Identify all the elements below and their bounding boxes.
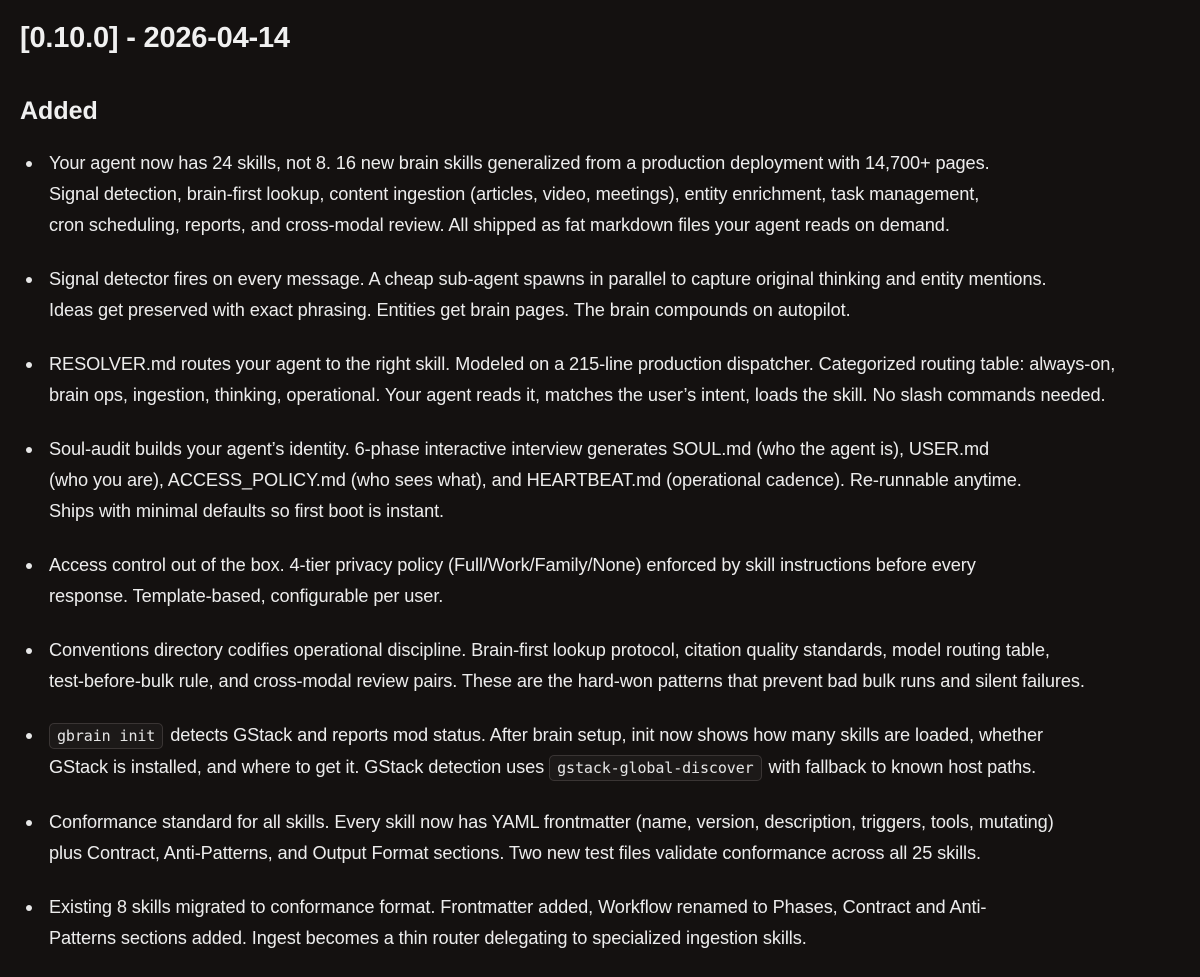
item-text-line: Signal detector fires on every message. A cheap sub-agent spawns in parallel to capture original thinking and entity mentions. (49, 269, 1047, 289)
release-version-heading: [0.10.0] - 2026-04-14 (20, 22, 290, 54)
item-text-segment: GStack is installed, and where to get it. GStack detection uses (49, 757, 550, 777)
item-text-line: Ships with minimal defaults so first boot is instant. (49, 501, 444, 521)
bullet-icon (26, 161, 32, 167)
item-text-line: Signal detection, brain-first lookup, content ingestion (articles, video, meetings), entity enrichment, task management, (49, 184, 980, 204)
item-text-line: cron scheduling, reports, and cross-modal review. All shipped as fat markdown files your agent reads on demand. (49, 215, 950, 235)
item-text-line: Patterns sections added. Ingest becomes a thin router delegating to specialized ingestion skills. (49, 928, 807, 948)
item-text-line: test-before-bulk rule, and cross-modal review pairs. These are the hard-won patterns that prevent bad bulk runs and silent failures. (49, 671, 1085, 691)
list-item (20, 720, 1195, 784)
inline-code-gbrain-init: gbrain init (49, 723, 163, 749)
item-text-line: Conventions directory codifies operational discipline. Brain-first lookup protocol, citation quality standards, model routing table, (49, 640, 1050, 660)
section-heading-added: Added (20, 97, 98, 125)
item-text-line (49, 752, 1195, 784)
item-text-line: response. Template-based, configurable per user. (49, 586, 444, 606)
bullet-icon (26, 447, 32, 453)
bullet-icon (26, 733, 32, 739)
item-text-line: (who you are), ACCESS_POLICY.md (who sees what), and HEARTBEAT.md (operational cadence). Re-runnable anytime. (49, 470, 1022, 490)
list-item (20, 264, 1195, 326)
changelog-document (20, 18, 1195, 977)
item-text-line: Access control out of the box. 4-tier privacy policy (Full/Work/Family/None) enforced by skill instructions before every (49, 555, 976, 575)
item-text-line: Your agent now has 24 skills, not 8. 16 new brain skills generalized from a production deployment with 14,700+ pages. (49, 153, 990, 173)
inline-code-gstack-global-discover: gstack-global-discover (549, 755, 761, 781)
item-text-line: brain ops, ingestion, thinking, operational. Your agent reads it, matches the user’s intent, loads the skill. No slash commands needed. (49, 385, 1106, 405)
item-text-line: Existing 8 skills migrated to conformance format. Frontmatter added, Workflow renamed to Phases, Contract and Anti- (49, 897, 987, 917)
bullet-icon (26, 648, 32, 654)
item-text-line (49, 720, 1195, 752)
list-item (20, 434, 1195, 527)
changes-list (20, 148, 1195, 954)
list-item (20, 635, 1195, 697)
list-item (20, 349, 1195, 411)
item-text-line: plus Contract, Anti-Patterns, and Output Format sections. Two new test files validate conformance across all 25 skills. (49, 843, 981, 863)
bullet-icon (26, 362, 32, 368)
bullet-icon (26, 905, 32, 911)
item-text-segment: detects GStack and reports mod status. After brain setup, init now shows how many skills are loaded, whether (165, 725, 1043, 745)
list-item (20, 807, 1195, 869)
item-text-line: Soul-audit builds your agent’s identity. 6-phase interactive interview generates SOUL.md (who the agent is), USER.md (49, 439, 990, 459)
item-text-segment: with fallback to known host paths. (763, 757, 1037, 777)
item-text-line: RESOLVER.md routes your agent to the right skill. Modeled on a 215-line production dispatcher. Categorized routing table: always-on, (49, 354, 1116, 374)
list-item (20, 892, 1195, 954)
bullet-icon (26, 820, 32, 826)
list-item (20, 148, 1195, 241)
bullet-icon (26, 277, 32, 283)
item-text-line: Conformance standard for all skills. Every skill now has YAML frontmatter (name, version, description, triggers, tools, mutating) (49, 812, 1054, 832)
item-text-line: Ideas get preserved with exact phrasing. Entities get brain pages. The brain compounds on autopilot. (49, 300, 851, 320)
bullet-icon (26, 563, 32, 569)
list-item (20, 550, 1195, 612)
